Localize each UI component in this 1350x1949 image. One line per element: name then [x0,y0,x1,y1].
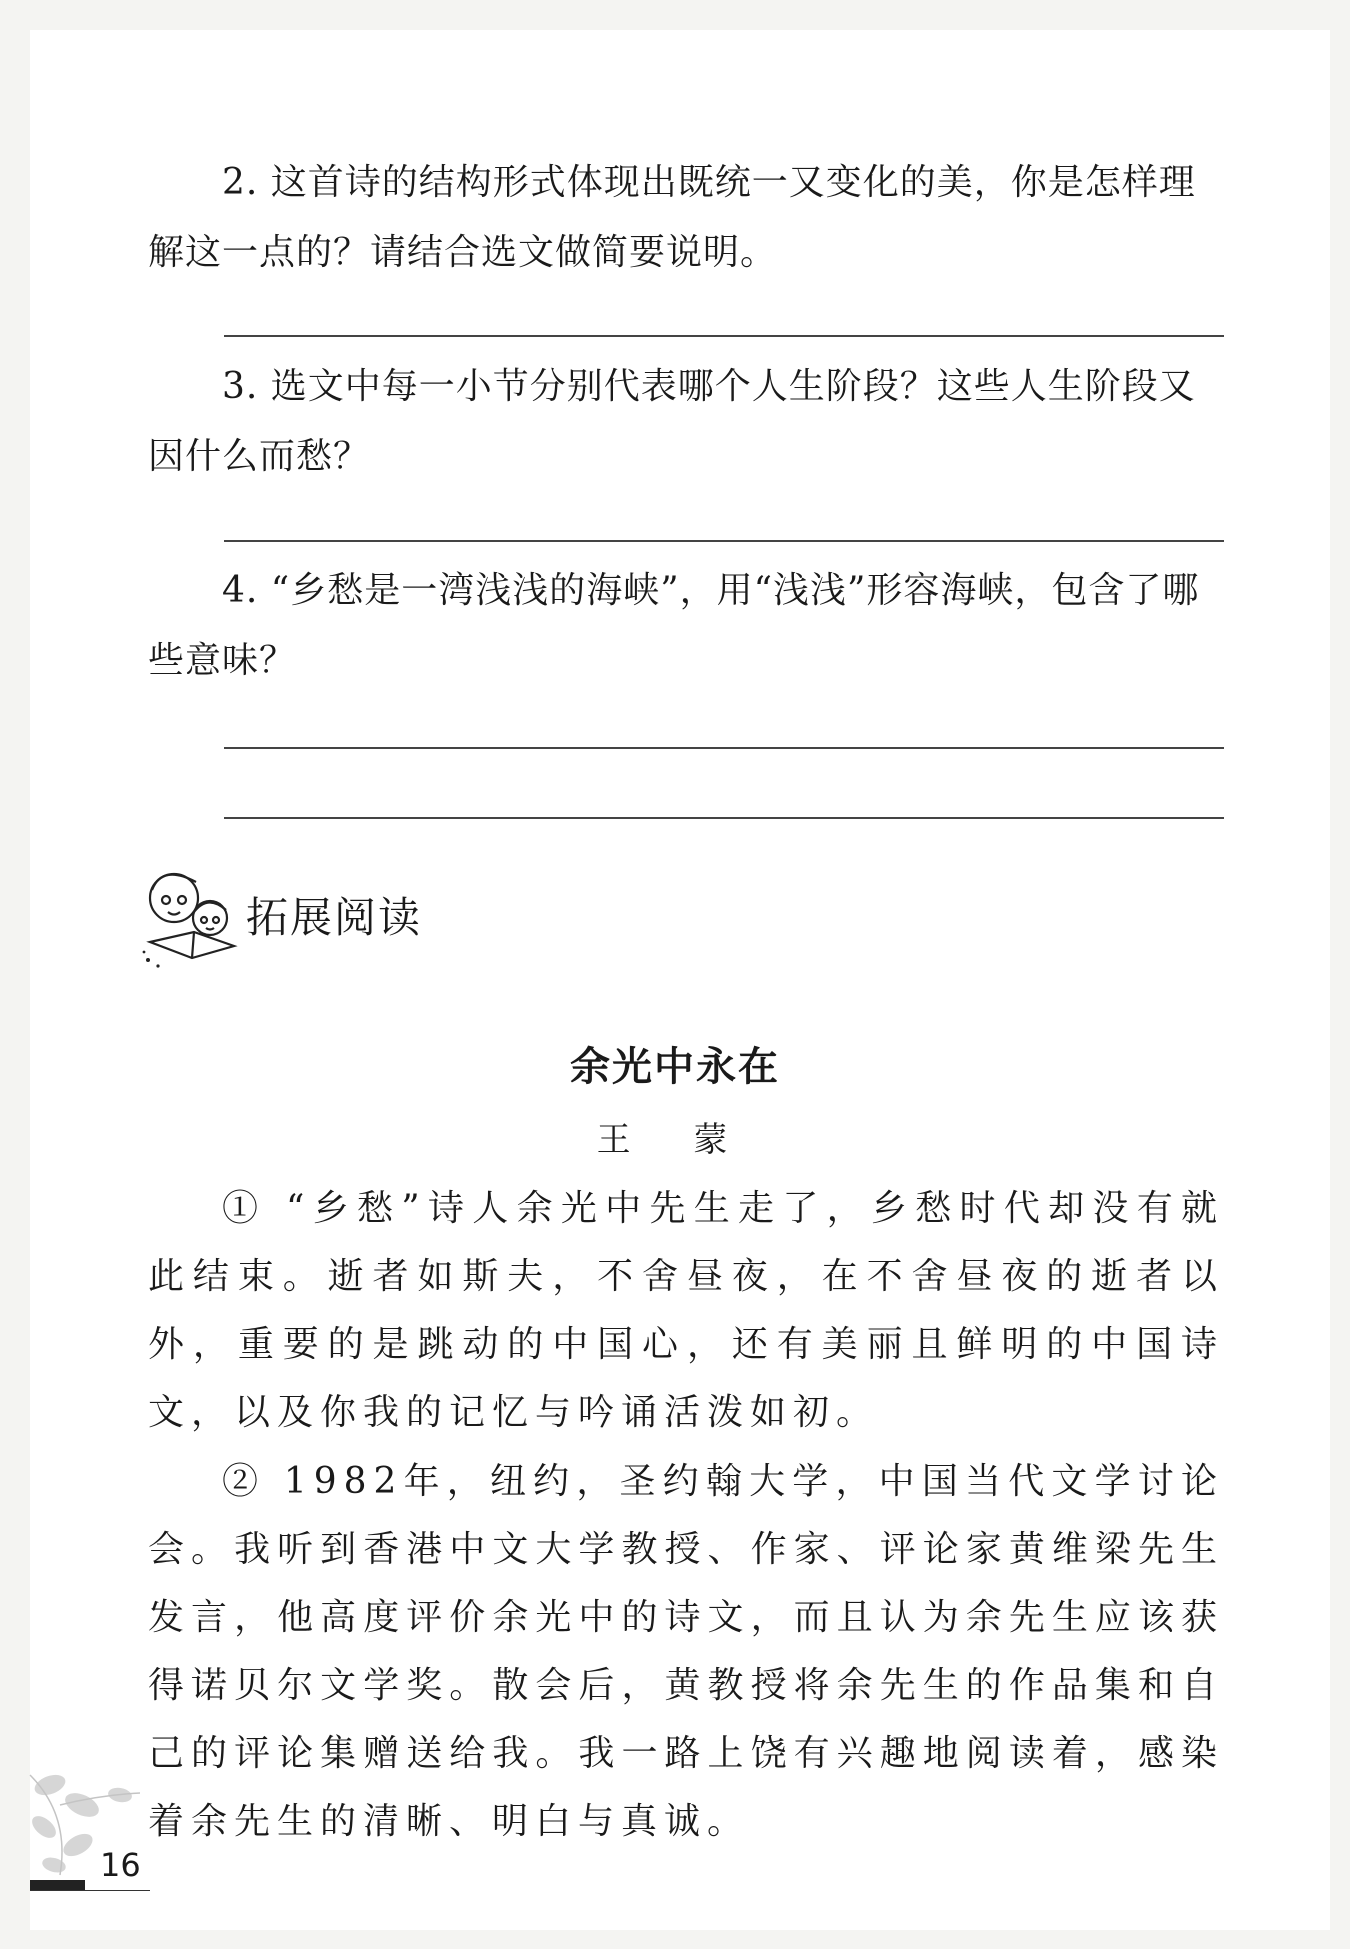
article-paragraph-1: ① “乡愁”诗人余光中先生走了，乡愁时代却没有就此结束。逝者如斯夫，不舍昼夜，在不舍昼夜的逝者以外，重要的是跳动的中国心，还有美丽且鲜明的中国诗文，以及你我的记忆与吟诵活泼如初。 [148,1188,1224,1433]
page-number-bar [30,1880,85,1890]
section-title: 拓展阅读 [246,893,423,942]
page-number: 16 [100,1846,141,1884]
article-author: 王 蒙 [596,1120,754,1160]
answer-line[interactable] [224,817,1224,819]
section-heading [140,860,640,970]
question-2: 2. 这首诗的结构形式体现出既统一又变化的美，你是怎样理解这一点的？请结合选文做简要说明。 [148,162,1196,273]
page-number-rule [30,1890,150,1891]
answer-line[interactable] [224,335,1224,337]
question-3: 3. 选文中每一小节分别代表哪个人生阶段？这些人生阶段又因什么而愁？ [148,366,1196,477]
answer-line[interactable] [224,747,1224,749]
answer-line[interactable] [224,540,1224,542]
article-paragraph-2: ② 1982年，纽约，圣约翰大学，中国当代文学讨论会。我听到香港中文大学教授、作家、评论家黄维梁先生发言，他高度评价余光中的诗文，而且认为余先生应该获得诺贝尔文学奖。散会后，黄教授将余先生的作品集和自己的评论集赠送给我。我一路上饶有兴趣地阅读着，感染着余先生的清晰、明白与真诚。 [148,1461,1224,1842]
article-title: 余光中永在 [570,1044,780,1090]
question-4: 4. “乡愁是一湾浅浅的海峡”，用“浅浅”形容海峡，包含了哪些意味？ [148,570,1200,681]
reading-kids-icon [140,860,240,970]
